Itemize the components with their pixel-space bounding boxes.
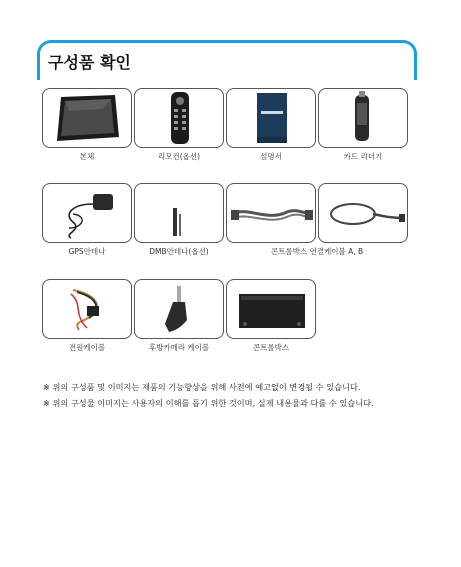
manual-booklet-icon <box>227 89 315 147</box>
item-caption: 설명서 <box>260 152 282 161</box>
item-box-power-cable <box>42 279 132 339</box>
item-box-camera-cable <box>134 279 224 339</box>
camera-cable-plug-icon <box>135 280 223 338</box>
item-caption: 전원케이블 <box>68 343 106 352</box>
page-title: 구성품 확인 <box>48 53 131 72</box>
card-reader-icon <box>319 89 407 147</box>
item-box-main-unit <box>42 88 132 148</box>
power-cable-icon <box>43 280 131 338</box>
note-line: ※ 위의 구성물 이미지는 사용자의 이해를 돕기 위한 것이며, 실제 내용물과 다를 수 있습니다. <box>43 398 374 408</box>
control-box-icon <box>227 280 315 338</box>
remote-control-icon <box>135 89 223 147</box>
item-box-control-box <box>226 279 316 339</box>
monitor-icon <box>43 89 131 147</box>
item-caption: 리모컨(옵션) <box>157 152 201 161</box>
item-box-remote <box>134 88 224 148</box>
note-line: ※ 위의 구성품 및 이미지는 제품의 기능향상을 위해 사전에 예고없이 변경될 수 있습니다. <box>43 382 361 392</box>
item-box-manual <box>226 88 316 148</box>
item-box-dmb-antenna <box>134 183 224 243</box>
dmb-antenna-icon <box>135 184 223 242</box>
item-caption: 카드 리더기 <box>343 152 383 161</box>
item-caption: 후방카메라 케이블 <box>148 343 210 352</box>
item-box-connection-cable <box>226 183 316 243</box>
connection-cable-icon <box>227 184 315 242</box>
item-caption: DMB안테나(옵션) <box>149 247 209 256</box>
connection-cable-icon <box>319 184 407 242</box>
item-caption: GPS안테나 <box>68 247 106 256</box>
item-box-gps-antenna <box>42 183 132 243</box>
item-caption: 콘트롤박스 연결케이블 A, B <box>270 247 364 256</box>
gps-antenna-icon <box>43 184 131 242</box>
item-caption: 콘트롤박스 <box>252 343 290 352</box>
item-box-connection-cable-b <box>318 183 408 243</box>
item-box-card-reader <box>318 88 408 148</box>
item-caption: 본체 <box>79 152 95 161</box>
